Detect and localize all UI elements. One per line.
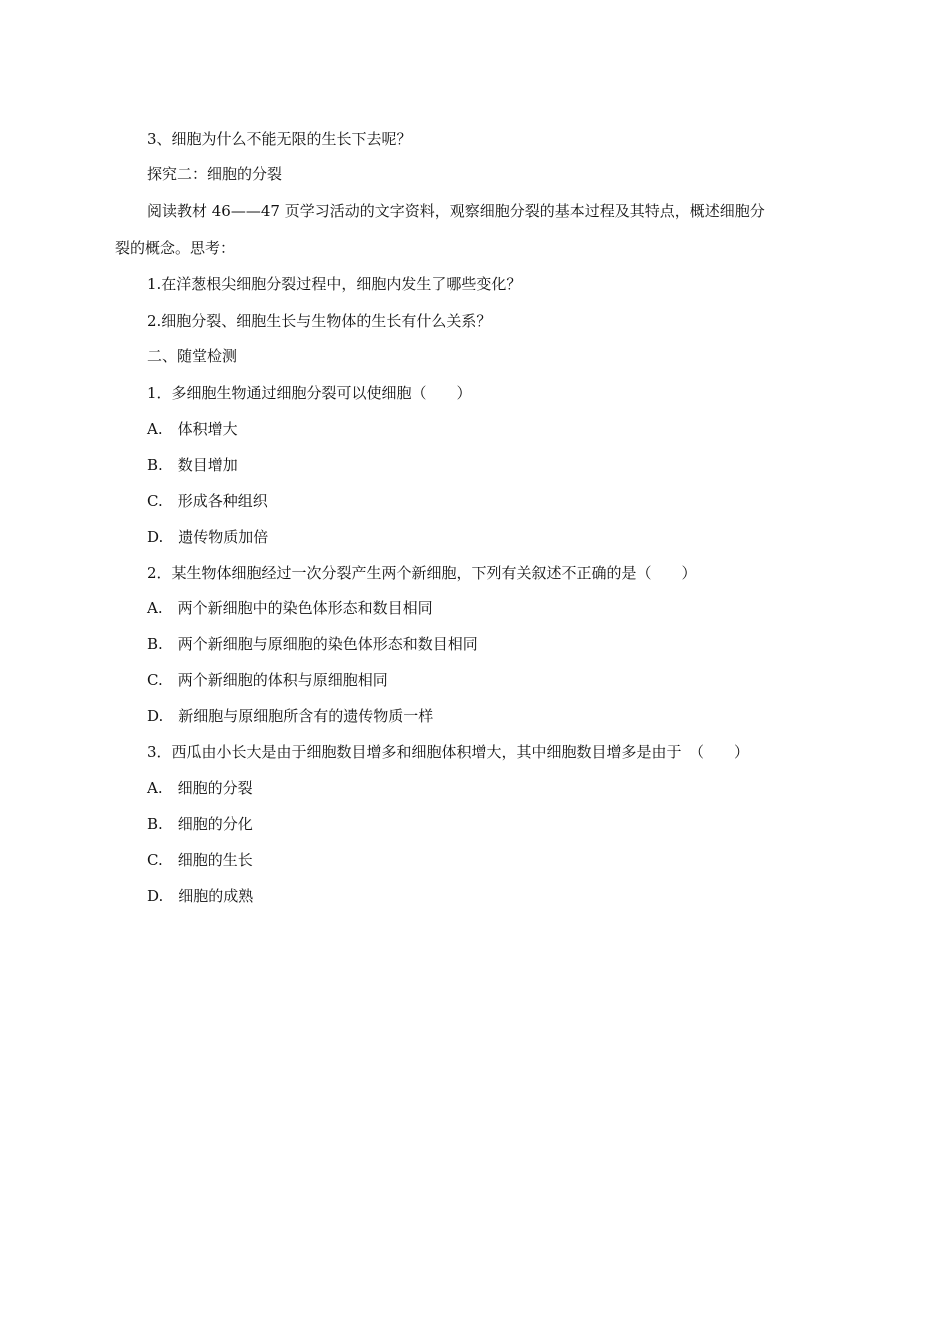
quiz-question-1-option-a: A. 体积增大 <box>147 420 238 438</box>
think-question-2: 2.细胞分裂、细胞生长与生物体的生长有什么关系？ <box>147 312 492 330</box>
quiz-question-3-option-b: B. 细胞的分化 <box>147 815 253 833</box>
quiz-question-3-option-a: A. 细胞的分裂 <box>147 779 253 797</box>
question-3-text: 3、细胞为什么不能无限的生长下去呢？ <box>147 130 412 148</box>
quiz-question-3-stem: 3．西瓜由小长大是由于细胞数目增多和细胞体积增大，其中细胞数目增多是由于 （ ） <box>147 743 750 761</box>
quiz-question-3-option-c: C. 细胞的生长 <box>147 851 253 869</box>
section-title-explore-2: 探究二：细胞的分裂 <box>147 165 283 183</box>
quiz-question-3-option-d: D. 细胞的成熟 <box>147 887 254 905</box>
think-question-1: 1.在洋葱根尖细胞分裂过程中，细胞内发生了哪些变化？ <box>147 275 522 293</box>
quiz-question-2-option-a: A. 两个新细胞中的染色体形态和数目相同 <box>147 599 433 617</box>
section-title-quiz: 二、随堂检测 <box>147 347 238 365</box>
quiz-question-2-option-b: B. 两个新细胞与原细胞的染色体形态和数目相同 <box>147 635 478 653</box>
quiz-question-1-option-c: C. 形成各种组织 <box>147 492 268 510</box>
quiz-question-2-option-d: D. 新细胞与原细胞所含有的遗传物质一样 <box>147 707 434 725</box>
quiz-question-2-option-c: C. 两个新细胞的体积与原细胞相同 <box>147 671 388 689</box>
quiz-question-2-stem: 2．某生物体细胞经过一次分裂产生两个新细胞，下列有关叙述不正确的是（ ） <box>147 564 697 582</box>
quiz-question-1-option-b: B. 数目增加 <box>147 456 238 474</box>
reading-instruction-line-1: 阅读教材 46——47 页学习活动的文字资料，观察细胞分裂的基本过程及其特点，概述细胞分 <box>147 202 765 220</box>
reading-instruction-line-2: 裂的概念。思考： <box>115 239 236 257</box>
quiz-question-1-option-d: D. 遗传物质加倍 <box>147 528 269 546</box>
quiz-question-1-stem: 1．多细胞生物通过细胞分裂可以使细胞（ ） <box>147 384 472 402</box>
